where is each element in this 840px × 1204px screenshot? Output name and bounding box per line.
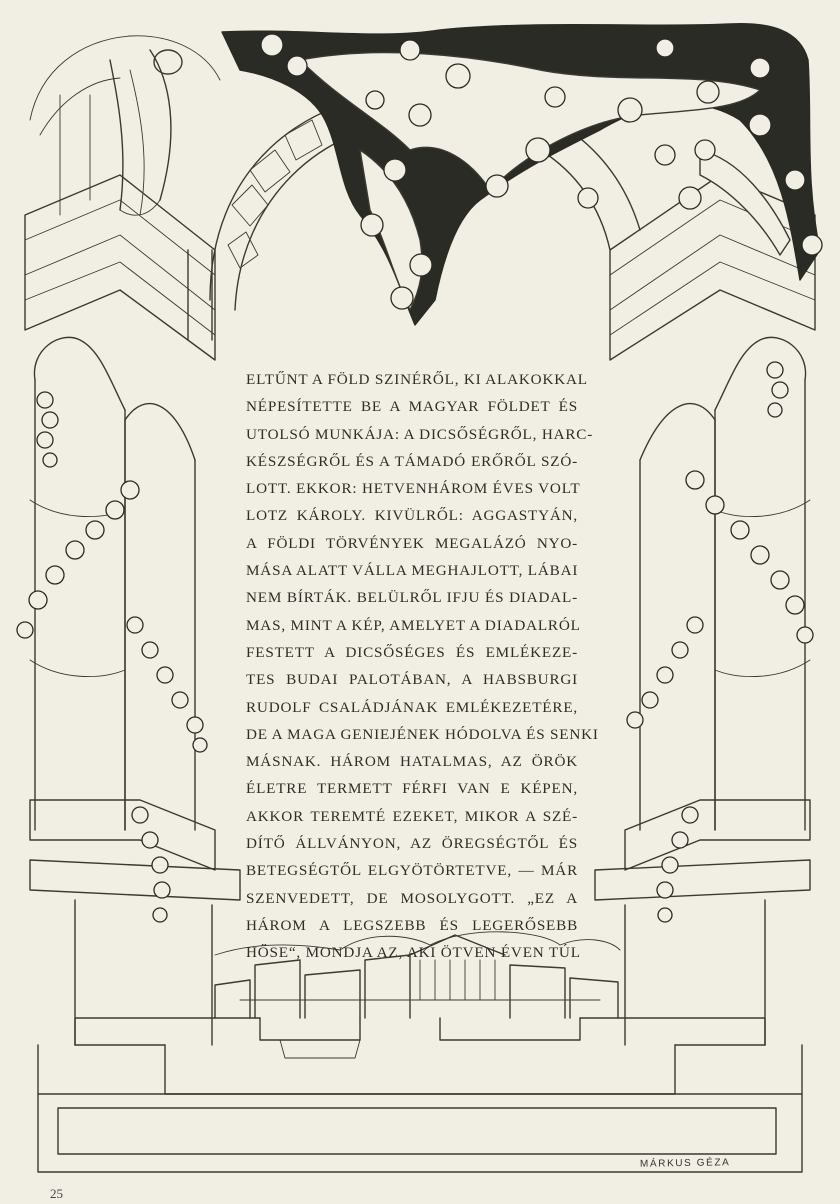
text-line: BETEGSÉGTŐL ELGYÖTÖRTETVE, — MÁR	[246, 862, 578, 880]
text-line: TES BUDAI PALOTÁBAN, A HABSBURGI	[246, 671, 578, 689]
text-line: A FÖLDI TÖRVÉNYEK MEGALÁZÓ NYO-	[246, 534, 578, 552]
text-line: HŐSE“, MONDJA AZ, AKI ÖTVEN ÉVEN TÚL	[246, 944, 581, 962]
text-line: LOTZ KÁROLY. KIVÜLRŐL: AGGASTYÁN,	[246, 507, 578, 525]
text-line: MÁSNAK. HÁROM HATALMAS, AZ ÖRÖK	[246, 753, 578, 771]
main-text	[246, 366, 599, 967]
right-garlands	[627, 362, 813, 922]
angel-figure	[30, 36, 220, 215]
bottom-frame	[38, 1045, 802, 1172]
text-line: NEM BÍRTÁK. BELÜLRŐL IFJU ÉS DIADAL-	[246, 589, 578, 607]
front-steps	[75, 1018, 765, 1094]
text-line: LOTT. EKKOR: HETVENHÁROM ÉVES VOLT	[246, 480, 581, 498]
text-line: KÉSZSÉGRŐL ÉS A TÁMADÓ ERŐRŐL SZÓ-	[246, 452, 578, 470]
text-line: ÉLETRE TERMETT FÉRFI VAN E KÉPEN,	[246, 780, 578, 798]
text-line: NÉPESÍTETTE BE A MAGYAR FÖLDET ÉS	[246, 398, 578, 416]
right-columns	[595, 175, 815, 1045]
draped-cloth	[222, 24, 822, 325]
text-line: SZENVEDETT, DE MOSOLYGOTT. „EZ A	[246, 889, 578, 907]
text-line: MAS, MINT A KÉP, AMELYET A DIADALRÓL	[246, 616, 581, 634]
text-line: RUDOLF CSALÁDJÁNAK EMLÉKEZETÉRE,	[246, 698, 578, 716]
page-number: 25	[50, 1186, 63, 1201]
text-line: AKKOR TEREMTÉ EZEKET, MIKOR A SZÉ-	[246, 807, 578, 825]
text-line: UTOLSÓ MUNKÁJA: A DICSŐSÉGRŐL, HARC-	[246, 425, 594, 443]
text-line: DE A MAGA GENIEJÉNEK HÓDOLVA ÉS SENKI	[246, 725, 599, 743]
text-line: HÁROM A LEGSZEBB ÉS LEGERŐSEBB	[246, 916, 578, 934]
text-line: ELTŰNT A FÖLD SZINÉRŐL, KI ALAKOKKAL	[246, 371, 588, 388]
left-garlands	[17, 392, 207, 922]
text-line: DÍTŐ ÁLLVÁNYON, AZ ÖREGSÉGTŐL ÉS	[246, 835, 578, 853]
artist-signature: MÁRKUS GÉZA	[639, 1157, 731, 1170]
text-line: MÁSA ALATT VÁLLA MEGHAJLOTT, LÁBAI	[246, 562, 579, 580]
text-line: FESTETT A DICSŐSÉGES ÉS EMLÉKEZE-	[246, 643, 578, 661]
